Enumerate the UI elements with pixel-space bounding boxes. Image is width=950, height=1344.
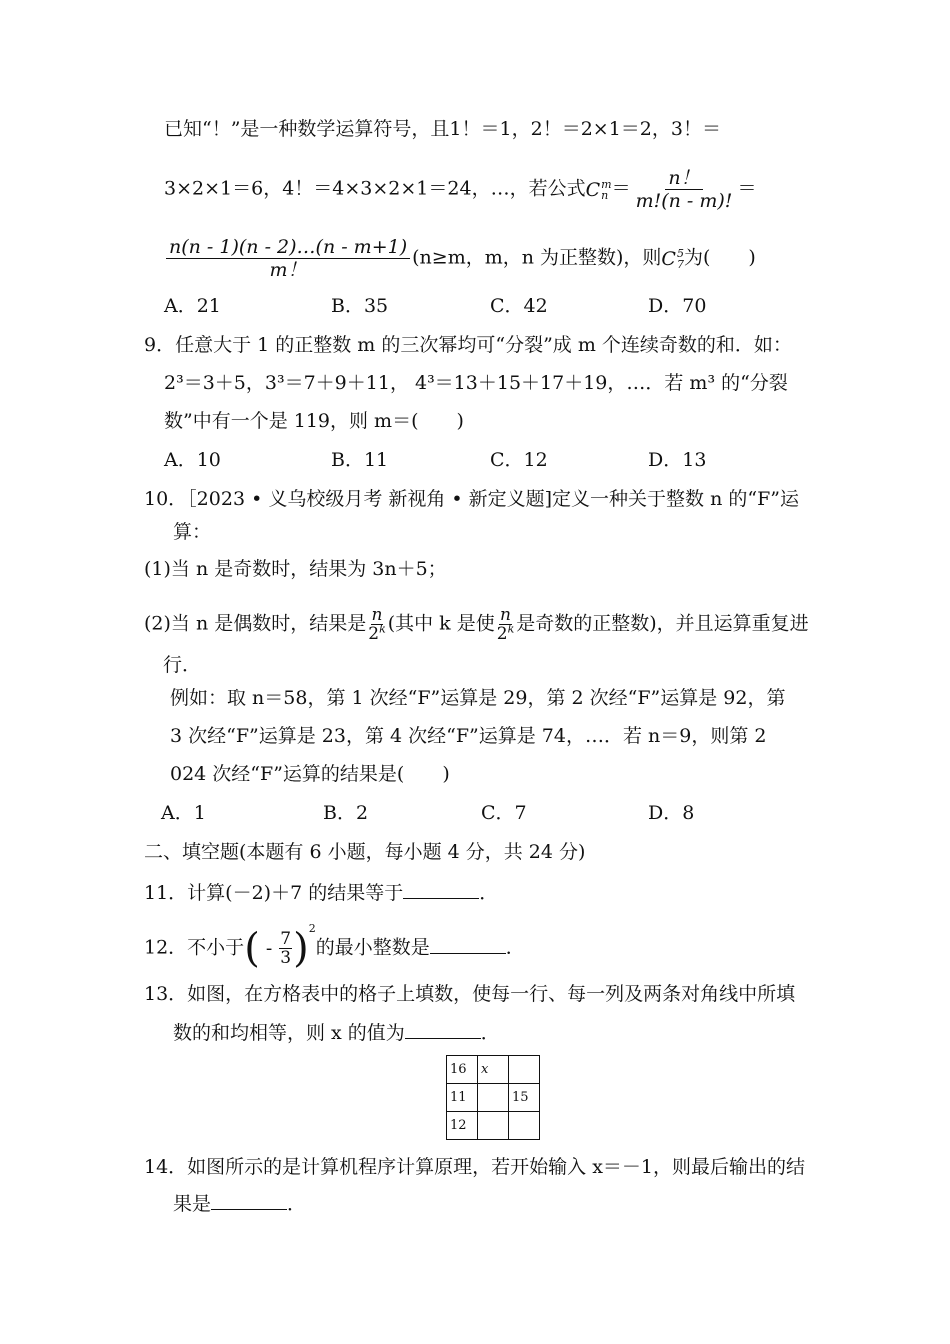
grid-cell: 11 — [447, 1084, 478, 1112]
q10-option-a: A．1 — [161, 802, 206, 824]
grid-cell — [509, 1056, 540, 1084]
q10-fraction-n-over-2k: $\frac{n}{2^k}$ — [368, 605, 386, 644]
q10-example-3: 024 次经“F”运算的结果是( ) — [170, 763, 450, 785]
q9-line-3: 数”中有一个是 119，则 m＝( ) — [164, 410, 464, 432]
q11 — [144, 880, 498, 905]
q10-option-d: D．8 — [648, 802, 695, 824]
q8-option-a: A．21 — [164, 295, 221, 317]
q13-end: ． — [480, 1022, 500, 1044]
q11-text: 11．计算(－2)＋7 的结果等于 — [144, 882, 404, 904]
q14-line-2-text: 果是 — [173, 1193, 212, 1215]
grid-row — [447, 1056, 540, 1084]
grid-row — [447, 1112, 540, 1140]
q9-option-d: D．13 — [648, 449, 707, 471]
q10-rule-2-a: (2)当 n 是偶数时，结果是 — [144, 612, 367, 635]
grid-cell: 12 — [447, 1112, 478, 1140]
q13-line-1: 13．如图，在方格表中的格子上填数，使每一行、每一列及两条对角线中所填 — [144, 983, 796, 1005]
q12-fraction: $\frac{7}{3}$ — [280, 929, 292, 968]
q8-line-3-end: 为( ) — [683, 246, 756, 269]
q14-answer-blank — [211, 1191, 287, 1210]
grid-cell: x — [478, 1056, 509, 1084]
section-2-heading: 二、填空题(本题有 6 小题，每小题 4 分，共 24 分) — [144, 841, 586, 863]
q8-line-3-tail: (n≥m，m，n 为正整数)，则 — [412, 246, 662, 269]
q12-tail: 的最小整数是 — [315, 936, 430, 959]
q13-line-2 — [173, 1020, 500, 1045]
combination-c-n-m: C m n — [585, 177, 612, 202]
q12: 12．不小于( - $\frac{7}{3}$ )$^2$的最小整数是 ． — [144, 922, 525, 972]
grid-cell: 15 — [509, 1084, 540, 1112]
q14-line-1: 14．如图所示的是计算机程序计算原理，若开始输入 x＝－1，则最后输出的结 — [144, 1156, 806, 1178]
q9-option-b: B．11 — [331, 449, 389, 471]
q13-line-2-text: 数的和均相等，则 x 的值为 — [173, 1022, 405, 1044]
q11-answer-blank — [403, 880, 479, 899]
q11-end: ． — [479, 882, 499, 904]
q10-rule-2 — [144, 606, 809, 643]
grid-cell: 16 — [447, 1056, 478, 1084]
q10-line-2: 算： — [173, 521, 212, 543]
q10-rule-2-c: 是奇数的正整数)，并且运算重复进 — [516, 612, 809, 635]
q12-answer-blank — [430, 935, 506, 954]
q13-answer-blank — [405, 1020, 481, 1039]
q10-example-1: 例如：取 n＝58，第 1 次经“F”运算是 29，第 2 次经“F”运算是 92，第 — [170, 687, 786, 709]
grid-cell — [509, 1112, 540, 1140]
q12-right-paren: ) — [293, 925, 309, 972]
q8-option-b: B．35 — [331, 295, 389, 317]
q10-option-b: B．2 — [323, 802, 369, 824]
q14-line-2 — [173, 1191, 306, 1216]
q9-line-1: 9．任意大于 1 的正整数 m 的三次幂均可“分裂”成 m 个连续奇数的和．如： — [144, 334, 792, 356]
q8-line-1: 已知“！”是一种数学运算符号，且1！＝1，2！＝2×1＝2，3！＝ — [164, 118, 721, 140]
q8-line-2-text: 3×2×1＝6，4！＝4×3×2×1＝24，…，若公式 — [164, 177, 586, 200]
q10-rule-2-cont: 行． — [163, 654, 202, 676]
q10-rule-1: (1)当 n 是奇数时，结果为 3n＋5； — [144, 558, 447, 580]
q10-option-c: C．7 — [481, 802, 527, 824]
q9-option-c: C．12 — [490, 449, 548, 471]
q12-exponent: 2 — [308, 922, 316, 936]
grid-cell — [478, 1112, 509, 1140]
combination-c-7-5: C 5 7 — [661, 246, 684, 271]
q12-text: 12．不小于 — [144, 936, 245, 959]
magic-square-grid — [446, 1055, 540, 1140]
q8-option-c: C．42 — [490, 295, 548, 317]
q12-left-paren: ( — [244, 925, 260, 972]
grid-row — [447, 1084, 540, 1112]
q8-fraction-1: $\frac{n!}{m!(n - m)!}$ — [635, 167, 733, 212]
q8-line-3 — [164, 236, 756, 281]
q10-fraction-n-over-2k-2: $\frac{n}{2^k}$ — [496, 605, 515, 644]
q10-example-2: 3 次经“F”运算是 23，第 4 次经“F”运算是 74，…．若 n＝9，则第 2 — [170, 725, 767, 747]
q12-end: ． — [505, 936, 525, 959]
q10-line-1: 10．［2023 • 义乌校级月考 新视角 • 新定义题]定义一种关于整数 n 的“F”运 — [144, 488, 799, 510]
q8-fraction-2: $\frac{n(n - 1)(n - 2)\dots(n - m+1)}{m!}$ — [166, 236, 410, 281]
q10-rule-2-b: (其中 k 是使 — [387, 612, 495, 635]
q9-line-2: 2³＝3＋5，3³＝7＋9＋11， 4³＝13＋15＋17＋19，…．若 m³ 的“分裂 — [164, 372, 788, 394]
q8-line-2: 3×2×1＝6，4！＝4×3×2×1＝24，…，若公式C m n ＝ $\frac{n!}{m!(n - m)!}$ ＝ — [164, 167, 757, 212]
q8-option-d: D．70 — [648, 295, 707, 317]
grid-cell — [478, 1084, 509, 1112]
q14-end: ． — [287, 1193, 307, 1215]
q9-option-a: A．10 — [164, 449, 221, 471]
